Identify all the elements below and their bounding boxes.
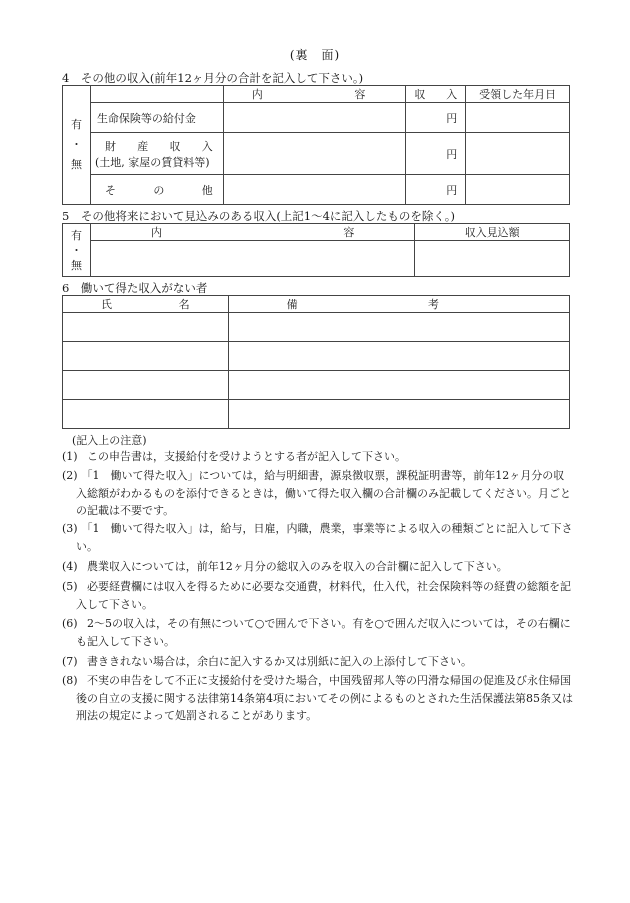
section6-table	[62, 295, 570, 429]
section6-name-cell[interactable]	[63, 371, 229, 400]
section6-name-cell[interactable]	[63, 313, 229, 342]
section5-yes-no[interactable]: 有 ・ 無	[63, 224, 91, 277]
row-property-date[interactable]	[466, 133, 570, 175]
note-item: (5) 必要経費欄には収入を得るために必要な交通費，材料代，仕入代，社会保険料等の経費の総額を記入して下さい。	[62, 580, 571, 611]
section5-heading: 5 その他将来において見込みのある収入(上記1〜4に記入したものを除く。)	[62, 209, 455, 223]
section6-remarks-cell[interactable]	[228, 400, 569, 429]
row-insurance-label: 生命保険等の給付金	[90, 103, 223, 133]
row-insurance-content[interactable]	[223, 103, 406, 133]
section5-table	[62, 223, 570, 277]
notes-heading: (記入上の注意)	[72, 434, 147, 447]
row-other-date[interactable]	[466, 175, 570, 205]
row-other-label: そ の 他	[90, 175, 223, 205]
section4-col-received: 受領した年月日	[466, 86, 570, 103]
note-item: (8) 不実の申告をして不正に支援給付を受けた場合，中国残留邦人等の円滑な帰国の促進及び永住帰国後の自立の支援に関する法律第14条第4項においてその例によるものとされた生活保護法第85条又は刑法の規定によって処罰されることがあります。	[62, 674, 573, 722]
row-property-label: 財 産 収 入 (土地, 家屋の賃貸料等)	[90, 133, 223, 175]
section5-col-content: 内 容	[90, 224, 414, 241]
page-title: (裏 面)	[289, 48, 341, 62]
section6-col-remarks: 備 考	[228, 296, 569, 313]
section6-remarks-cell[interactable]	[228, 342, 569, 371]
section6-remarks-cell[interactable]	[228, 371, 569, 400]
section5-expected-cell[interactable]	[415, 241, 570, 277]
section6-name-cell[interactable]	[63, 342, 229, 371]
row-property-amount[interactable]: 円	[406, 133, 466, 175]
row-insurance-amount[interactable]: 円	[406, 103, 466, 133]
row-other-content[interactable]	[223, 175, 406, 205]
section4-table	[62, 85, 570, 205]
section5-col-expected: 収入見込額	[415, 224, 570, 241]
section6-col-name: 氏 名	[63, 296, 229, 313]
section4-col-content: 内 容	[223, 86, 406, 103]
row-insurance-date[interactable]	[466, 103, 570, 133]
note-item: (2) 「1 働いて得た収入」については，給与明細書，源泉徴収票，課税証明書等，前年12ヶ月分の収入総額がわかるものを添付できるときは，働いて得た収入欄の合計欄のみ記載してください。月ごとの記載は不要です。	[62, 469, 571, 517]
note-item: (7) 書ききれない場合は，余白に記入するか又は別紙に記入の上添付して下さい。	[62, 655, 472, 668]
section4-col-income: 収 入	[406, 86, 466, 103]
section4-yes-no[interactable]: 有 ・ 無	[63, 86, 91, 205]
note-item: (4) 農業収入については，前年12ヶ月分の総収入のみを収入の合計欄に記入して下さい。	[62, 560, 508, 573]
section6-remarks-cell[interactable]	[228, 313, 569, 342]
section6-heading: 6 働いて得た収入がない者	[62, 281, 208, 295]
note-item: (6) 2〜5の収入は，その有無について○で囲んで下さい。有を○で囲んだ収入については，その右欄にも記入して下さい。	[62, 617, 571, 648]
row-other-amount[interactable]: 円	[406, 175, 466, 205]
note-item: (3) 「1 働いて得た収入」は，給与，日雇，内職，農業，事業等による収入の種類ごとに記入して下さい。	[62, 522, 573, 553]
note-item: (1) この申告書は，支援給付を受けようとする者が記入して下さい。	[62, 450, 406, 463]
section5-content-cell[interactable]	[90, 241, 414, 277]
row-property-content[interactable]	[223, 133, 406, 175]
section6-name-cell[interactable]	[63, 400, 229, 429]
section4-heading: 4 その他の収入(前年12ヶ月分の合計を記入して下さい。)	[62, 71, 364, 85]
